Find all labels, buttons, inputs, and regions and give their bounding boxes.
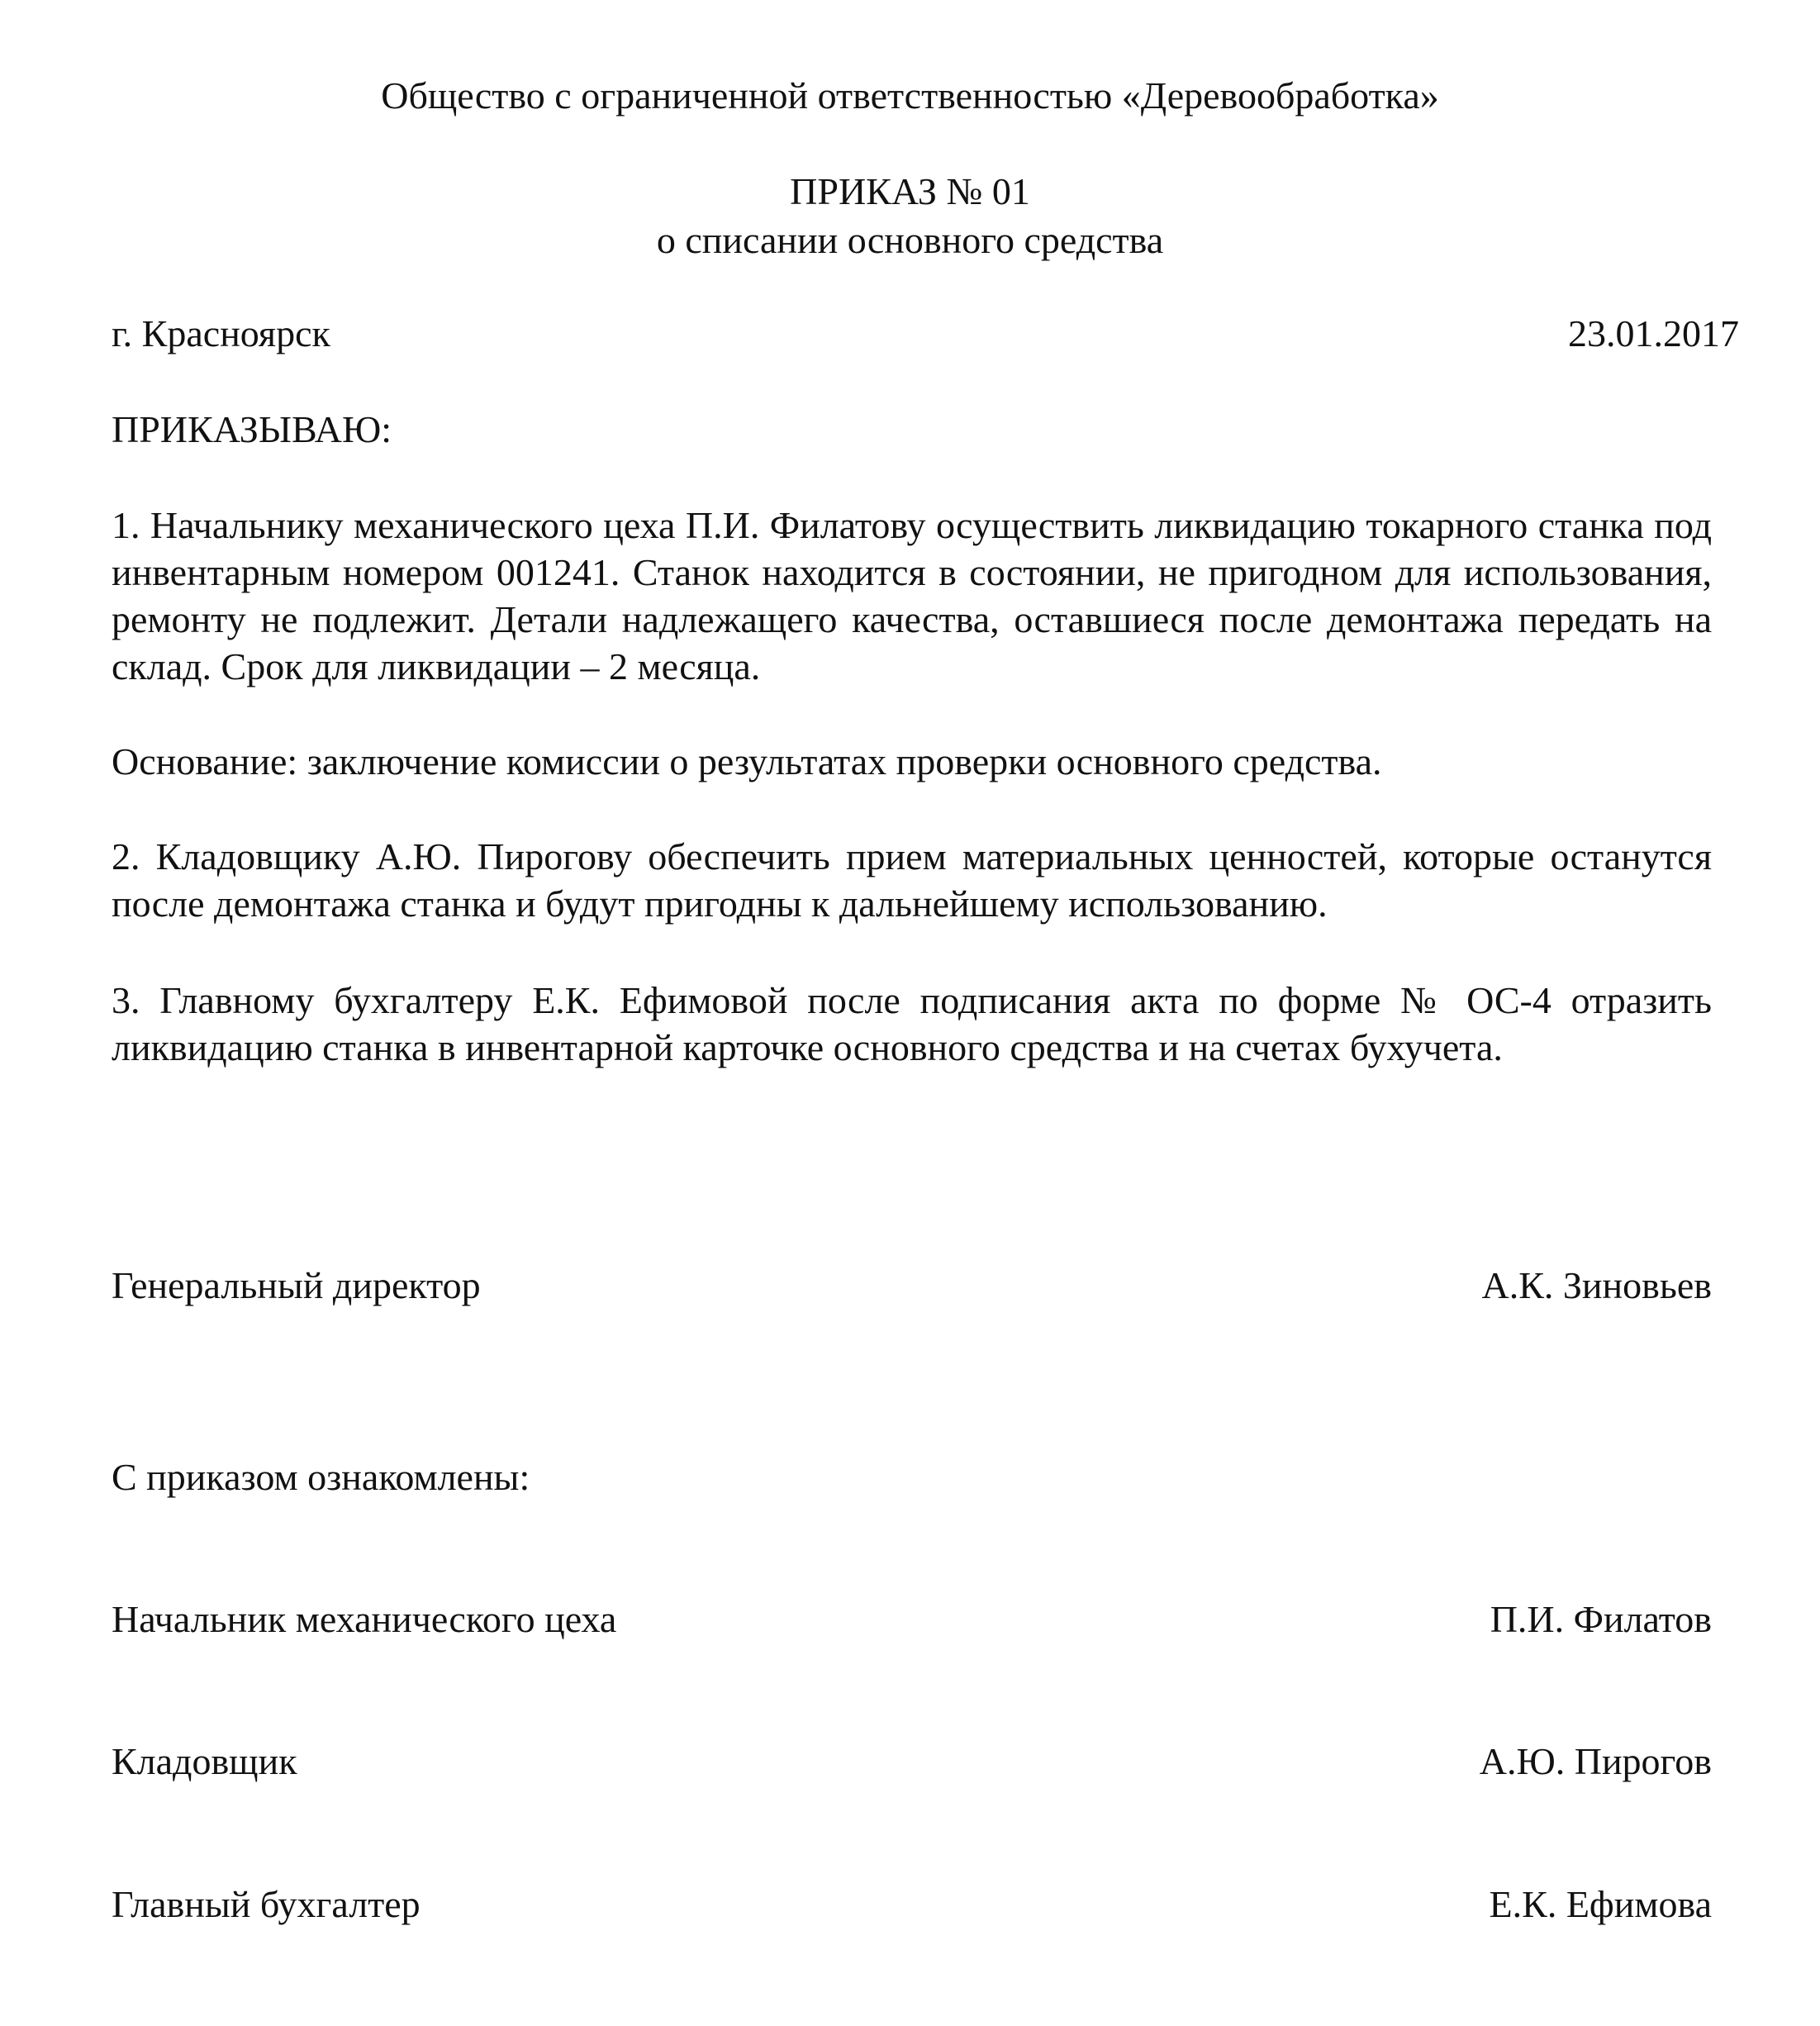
order-basis: Основание: заключение комиссии о результатах проверки основного средства.: [112, 740, 1382, 782]
city: г. Красноярск: [112, 312, 330, 354]
order-item-3: 3. Главному бухгалтеру Е.К. Ефимовой после подписания акта по форме № ОС-4 отразить ликвидацию станка в инвентарной карточке основного средства и на счетах бухучета.: [112, 979, 1712, 1068]
acknowledgement-row: [112, 1738, 1712, 1786]
order-item-1: 1. Начальнику механического цеха П.И. Филатову осуществить ликвидацию токарного станка под инвентарным номером 001241. Станок находится в состоянии, не пригодном для использования, ремонту не подлежит. Детали надлежащего качества, оставшиеся после демонтажа передать на склад. Срок для ликвидации – 2 месяца.: [112, 504, 1712, 687]
order-subject: о списании основного средства: [656, 219, 1164, 261]
order-title: ПРИКАЗ № 01: [790, 170, 1030, 212]
signature-name: А.К. Зиновьев: [1481, 1264, 1712, 1306]
ack-name: Е.К. Ефимова: [1489, 1883, 1712, 1925]
ack-position: Главный бухгалтер: [112, 1883, 421, 1925]
order-item-2: 2. Кладовщику А.Ю. Пирогову обеспечить прием материальных ценностей, которые останутся после демонтажа станка и будут пригодны к дальнейшему использованию.: [112, 835, 1712, 925]
ack-name: П.И. Филатов: [1490, 1598, 1712, 1640]
signature-row: [112, 1262, 1712, 1310]
ack-name: А.Ю. Пирогов: [1479, 1740, 1712, 1782]
ack-position: Начальник механического цеха: [112, 1598, 617, 1640]
order-date: 23.01.2017: [1568, 312, 1739, 354]
command-heading: ПРИКАЗЫВАЮ:: [112, 408, 392, 450]
acknowledgement-row: [112, 1881, 1712, 1929]
signature-position: Генеральный директор: [112, 1264, 481, 1306]
acknowledgement-row: [112, 1596, 1712, 1643]
organization-name: Общество с ограниченной ответственностью «Деревообработка»: [381, 74, 1439, 117]
ack-position: Кладовщик: [112, 1740, 297, 1782]
acknowledgement-heading: С приказом ознакомлены:: [112, 1456, 530, 1498]
